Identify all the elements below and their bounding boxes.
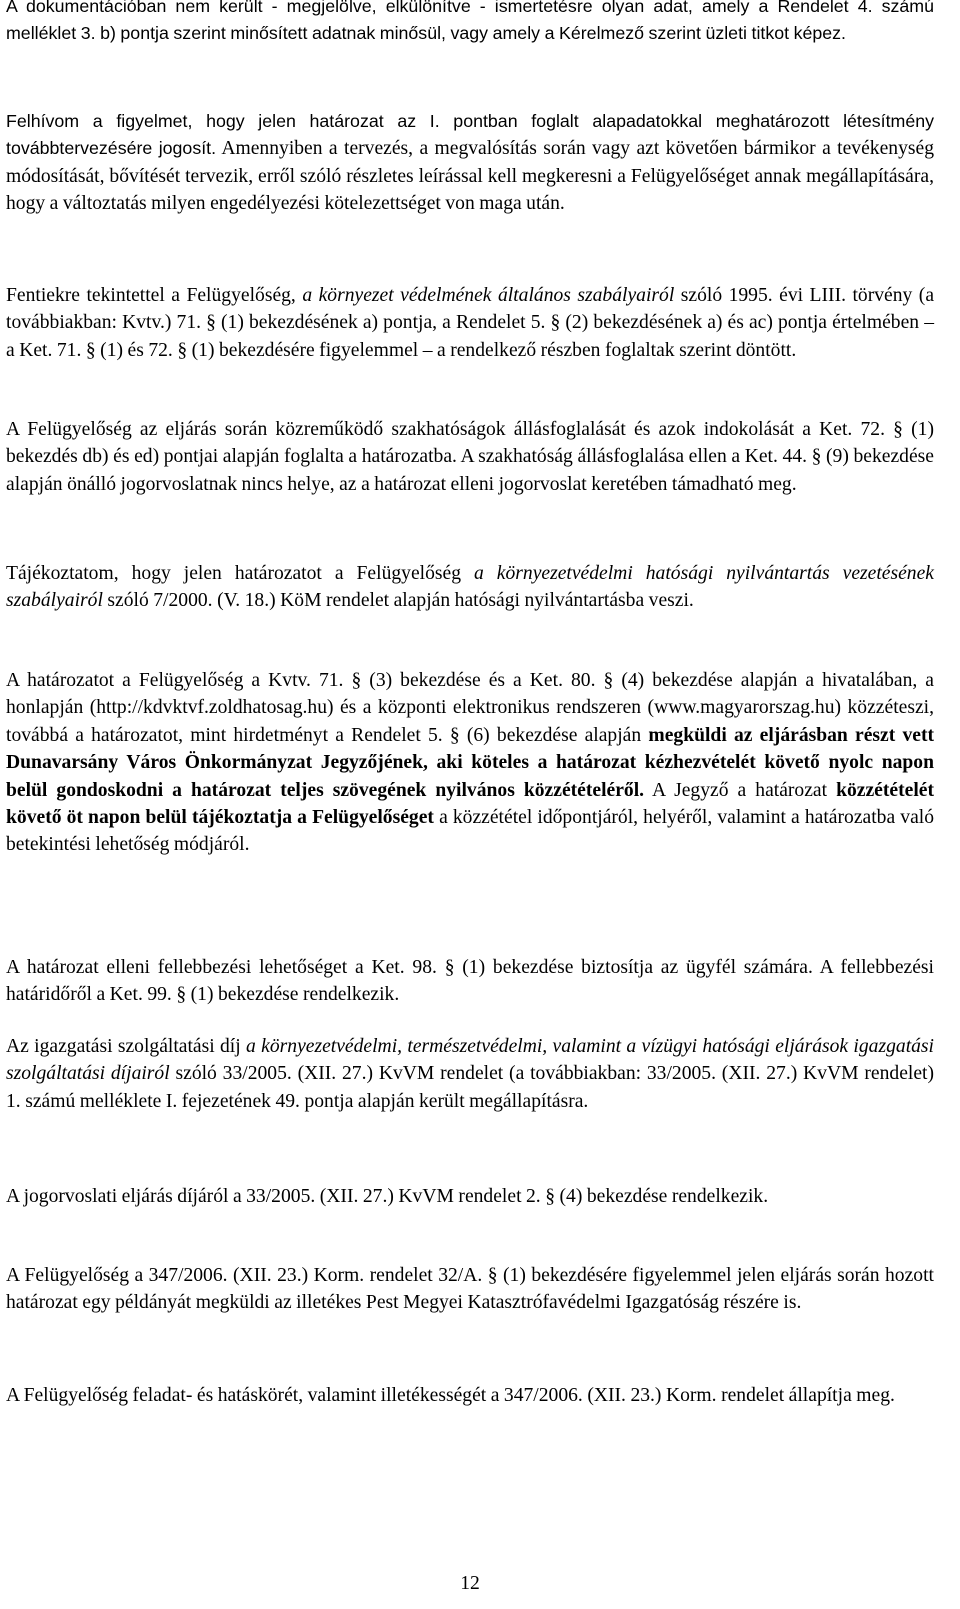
paragraph-publication-emphasis: megküldi az eljárásban részt vett Dunavarsány Város Önkormányzat Jegyzőjének, aki köteles a határozat kézhezvételét követő nyolc napon belül gondoskodni a határozat teljes szövegének nyilvános közzétételéről.	[6, 724, 935, 801]
paragraph-legal-basis-text: Fentiekre tekintettel a Felügyelőség,	[6, 285, 303, 306]
paragraph-publication-text: A Jegyző a határozat	[644, 779, 837, 801]
paragraph-publication-emphasis: közzétételét követő öt napon belül tájékoztatja a Felügyelőséget	[6, 779, 934, 829]
paragraph-permit-scope	[6, 108, 934, 217]
paragraph-fee-text: Az igazgatási szolgáltatási díj	[6, 1036, 247, 1057]
paragraph-fee	[6, 1033, 934, 1115]
paragraph-publication-text: A határozatot a Felügyelőség a Kvtv. 71. § (3) bekezdése és a Ket. 80. § (4) bekezdése alapján a hivatalában, a honlapján (http://kdvktvf.zoldhatosag.hu) és a központi elektronikus rendszeren (www.magyarorszag.hu) közzéteszi, továbbá a határozatot, mint hirdetményt a Rendelet 5. § (6) bekezdése alapján	[6, 670, 934, 746]
paragraph-publication	[6, 667, 934, 859]
paragraph-competence: A Felügyelőség feladat- és hatáskörét, valamint illetékességét a 347/2006. (XII. 23.) Korm. rendelet állapítja meg.	[6, 1385, 895, 1406]
paragraph-confidential-data: A dokumentációban nem került - megjelölve, elkülönítve - ismertetésre olyan adat, amely a Rendelet 4. számú melléklet 3. b) pontja szerint minősített adatnak minősül, vagy amely a Kérelmező szerint üzleti titkot képez.	[6, 0, 934, 44]
paragraph-legal-basis-act-title: a környezet védelmének általános szabályairól	[302, 285, 675, 306]
paragraph-legal-basis	[6, 282, 934, 364]
paragraph-authorities: A Felügyelőség az eljárás során közreműködő szakhatóságok állásfoglalását és azok indokolását a Ket. 72. § (1) bekezdés db) és ed) pontjai alapján foglalta a határozatba. A szakhatóság állásfoglalása ellen a Ket. 44. § (9) bekezdése alapján önálló jogorvoslatnak nincs helye, az a határozat elleni jogorvoslat keretében támadható meg.	[6, 419, 934, 495]
paragraph-registry	[6, 560, 934, 615]
paragraph-fee-regulation-title: a környezetvédelmi, természetvédelmi, valamint a vízügyi hatósági eljárások igazgatási szolgáltatási díjairól	[6, 1036, 935, 1085]
paragraph-disaster-agency: A Felügyelőség a 347/2006. (XII. 23.) Korm. rendelet 32/A. § (1) bekezdésére figyelemmel jelen eljárás során hozott határozat egy példányát megküldi az illetékes Pest Megyei Katasztrófavédelmi Igazgatóság részére is.	[6, 1265, 934, 1314]
paragraph-permit-scope-sans: Felhívom a figyelmet, hogy jelen határozat az I. pontban foglalt alapadatokkal meghatározott létesítmény továbbtervezésére jogosít.	[6, 111, 934, 159]
paragraph-legal-basis-text: szóló 1995. évi LIII. törvény (a továbbiakban: Kvtv.) 71. § (1) bekezdésének a) pontja, a Rendelet 5. § (2) bekezdésének a) és ac) pontja értelmében – a Ket. 71. § (1) és 72. § (1) bekezdésére figyelemmel – a rendelkező részben foglaltak szerint döntött.	[6, 285, 935, 361]
paragraph-permit-scope-serif: Amennyiben a tervezés, a megvalósítás során vagy azt követően bármikor a tevékenység módosítását, bővítését tervezik, erről szóló részletes leírással kell megkeresni a Felügyelőséget annak megállapítására, hogy a változtatás milyen engedélyezési kötelezettséget von maga után.	[6, 138, 934, 215]
paragraph-appeal: A határozat elleni fellebbezési lehetőséget a Ket. 98. § (1) bekezdése biztosítja az ügyfél számára. A fellebbezési határidőről a Ket. 99. § (1) bekezdése rendelkezik.	[6, 957, 934, 1006]
document-page	[6, 0, 934, 1609]
paragraph-appeal-fee: A jogorvoslati eljárás díjáról a 33/2005. (XII. 27.) KvVM rendelet 2. § (4) bekezdése rendelkezik.	[6, 1186, 769, 1207]
page-number: 12	[460, 1573, 480, 1594]
paragraph-fee-text: szóló 33/2005. (XII. 27.) KvVM rendelet (a továbbiakban: 33/2005. (XII. 27.) KvVM rendelet) 1. számú melléklete I. fejezetének 49. pontja alapján került megállapításra.	[6, 1063, 935, 1112]
paragraph-publication-text: a közzététel időpontjáról, helyéről, valamint a határozatba való betekintési lehetőség módjáról.	[6, 807, 935, 856]
paragraph-registry-regulation-title: a környezetvédelmi hatósági nyilvántartás vezetésének szabályairól	[6, 563, 934, 612]
paragraph-registry-text: Tájékoztatom, hogy jelen határozatot a Felügyelőség	[6, 563, 474, 584]
paragraph-registry-text: szóló 7/2000. (V. 18.) KöM rendelet alapján hatósági nyilvántartásba veszi.	[102, 590, 694, 612]
